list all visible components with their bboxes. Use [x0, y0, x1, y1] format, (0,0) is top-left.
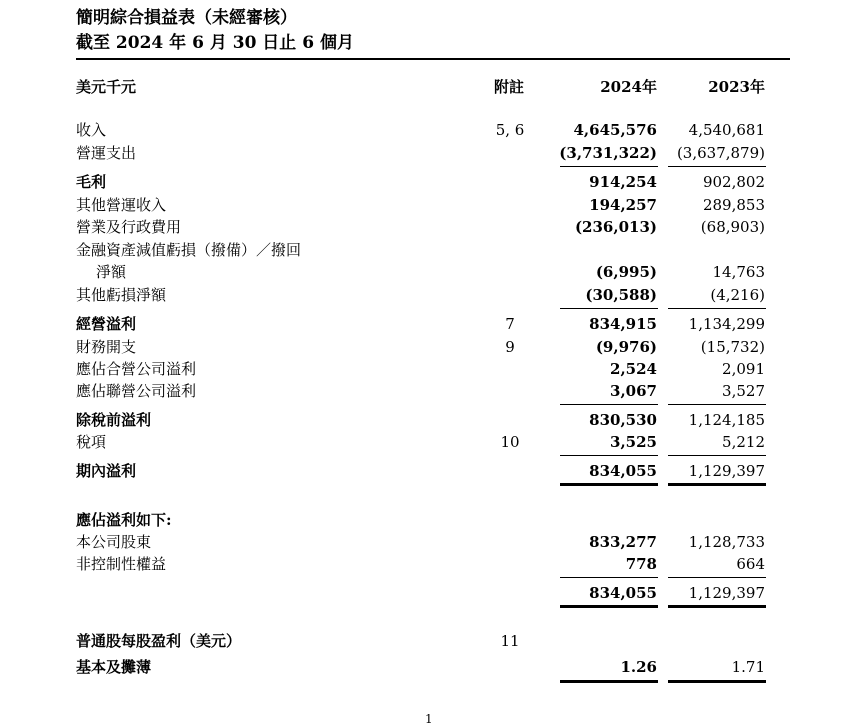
row-value-2023: 1,129,397	[688, 462, 765, 480]
row-value-2024: (236,013)	[574, 218, 657, 236]
column-header-label: 美元千元	[76, 78, 137, 96]
subtotal-rule	[560, 455, 658, 456]
row-label: 非控制性權益	[76, 555, 167, 573]
total-double-rule	[668, 680, 766, 683]
row-label: 營運支出	[76, 144, 137, 162]
row-value-2024: 4,645,576	[573, 121, 657, 139]
subtotal-rule	[668, 166, 766, 167]
row-value-2024: 778	[625, 555, 657, 573]
row-label: 稅項	[76, 433, 107, 451]
row-value-2023: (68,903)	[700, 218, 765, 236]
row-label: 除稅前溢利	[76, 411, 152, 429]
row-note: 9	[505, 338, 515, 356]
subtotal-rule	[560, 577, 658, 578]
row-value-2024: 1.26	[620, 658, 657, 676]
column-header-2023: 2023年	[708, 78, 765, 96]
total-double-rule	[668, 605, 766, 608]
row-label: 其他營運收入	[76, 196, 167, 214]
row-value-2023: 1,128,733	[688, 533, 765, 551]
row-value-2023: 289,853	[702, 196, 765, 214]
row-value-2024: (30,588)	[585, 286, 657, 304]
header-rule	[76, 58, 790, 60]
row-label: 經營溢利	[76, 315, 137, 333]
row-note: 5, 6	[495, 121, 525, 139]
row-value-2023: 2,091	[722, 360, 765, 378]
row-label: 期內溢利	[76, 462, 137, 480]
row-note: 11	[500, 632, 520, 650]
row-label: 普通股每股盈利（美元）	[76, 632, 242, 650]
total-double-rule	[560, 483, 658, 486]
row-value-2024: 834,055	[589, 584, 657, 602]
subtotal-rule	[668, 577, 766, 578]
row-value-2023: 14,763	[712, 263, 765, 281]
row-note: 7	[505, 315, 515, 333]
row-value-2024: (3,731,322)	[559, 144, 657, 162]
row-label: 金融資產減值虧損（撥備）／撥回	[76, 241, 302, 259]
column-header-2024: 2024年	[600, 78, 657, 96]
row-label: 應佔溢利如下:	[76, 511, 172, 529]
row-label: 應佔聯營公司溢利	[76, 382, 197, 400]
row-value-2024: 3,067	[610, 382, 657, 400]
row-label: 營業及行政費用	[76, 218, 182, 236]
subtotal-rule	[668, 308, 766, 309]
row-label: 本公司股東	[76, 533, 152, 551]
subtotal-rule	[560, 166, 658, 167]
row-value-2024: (6,995)	[595, 263, 657, 281]
subtotal-rule	[560, 308, 658, 309]
row-value-2023: (4,216)	[710, 286, 765, 304]
statement-title-line2: 截至 2024 年 6 月 30 日止 6 個月	[76, 33, 354, 53]
row-label: 收入	[76, 121, 107, 139]
row-value-2023: (15,732)	[700, 338, 765, 356]
column-header-row	[0, 76, 851, 96]
row-label: 淨額	[96, 263, 127, 281]
subtotal-rule	[668, 404, 766, 405]
total-double-rule	[560, 605, 658, 608]
row-value-2023: (3,637,879)	[676, 144, 765, 162]
row-value-2024: (9,976)	[595, 338, 657, 356]
row-value-2024: 833,277	[589, 533, 657, 551]
page-number: 1	[425, 712, 433, 726]
row-value-2024: 914,254	[589, 173, 657, 191]
row-label: 其他虧損淨額	[76, 286, 167, 304]
total-double-rule	[560, 680, 658, 683]
row-value-2024: 830,530	[589, 411, 657, 429]
statement-title-line1: 簡明綜合損益表（未經審核）	[76, 8, 297, 28]
row-value-2024: 834,055	[589, 462, 657, 480]
subtotal-rule	[668, 455, 766, 456]
row-value-2023: 3,527	[722, 382, 765, 400]
row-value-2023: 4,540,681	[688, 121, 765, 139]
row-value-2023: 1,129,397	[688, 584, 765, 602]
subtotal-rule	[560, 404, 658, 405]
row-label: 財務開支	[76, 338, 137, 356]
row-value-2023: 5,212	[722, 433, 765, 451]
row-label: 基本及攤薄	[76, 658, 152, 676]
row-value-2023: 1,124,185	[688, 411, 765, 429]
row-value-2024: 3,525	[610, 433, 657, 451]
row-value-2023: 1.71	[731, 658, 765, 676]
row-value-2024: 194,257	[589, 196, 657, 214]
column-header-note: 附註	[494, 78, 525, 96]
statement-title	[76, 6, 354, 56]
row-value-2023: 902,802	[702, 173, 765, 191]
row-value-2024: 2,524	[610, 360, 657, 378]
row-value-2024: 834,915	[589, 315, 657, 333]
row-value-2023: 1,134,299	[688, 315, 765, 333]
row-note: 10	[500, 433, 520, 451]
row-value-2023: 664	[736, 555, 765, 573]
total-double-rule	[668, 483, 766, 486]
row-label: 應佔合營公司溢利	[76, 360, 197, 378]
row-label: 毛利	[76, 173, 107, 191]
